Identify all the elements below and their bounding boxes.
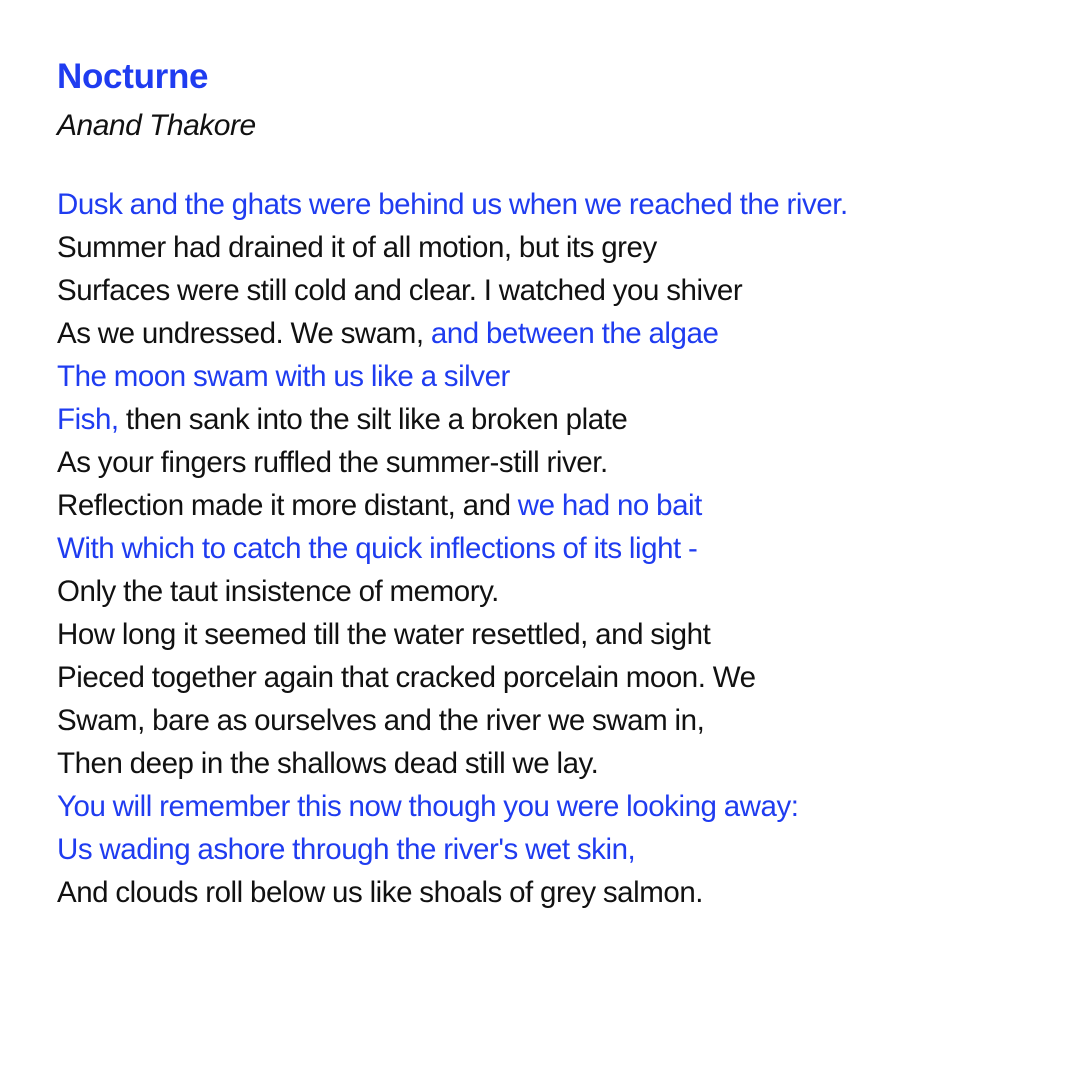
- highlighted-text: and between the algae: [430, 317, 719, 350]
- line-text: As your fingers ruffled the summer-still river.: [57, 446, 608, 479]
- poem-line: [57, 613, 1057, 656]
- poem-line: [57, 441, 1057, 484]
- line-text: How long it seemed till the water resettled, and sight: [57, 618, 711, 651]
- poem-line: [57, 269, 1057, 312]
- line-text: then sank into the silt like a broken plate: [118, 403, 628, 436]
- line-text: Only the taut insistence of memory.: [57, 575, 499, 608]
- poem-line: [57, 183, 1057, 226]
- line-text: Then deep in the shallows dead still we lay.: [57, 747, 599, 780]
- poem-line: [57, 656, 1057, 699]
- poem-line: [57, 527, 1057, 570]
- poem-line: [57, 871, 1057, 914]
- line-text: And clouds roll below us like shoals of grey salmon.: [57, 876, 704, 909]
- poem-line: [57, 484, 1057, 527]
- line-text: As we undressed. We swam,: [57, 317, 431, 350]
- line-text: Summer had drained it of all motion, but its grey: [57, 231, 657, 264]
- poem-line: [57, 570, 1057, 613]
- highlighted-text: With which to catch the quick inflections of its light -: [57, 532, 698, 565]
- poem-line: [57, 785, 1057, 828]
- poem-title: Nocturne: [57, 57, 209, 96]
- line-text: Reflection made it more distant, and: [57, 489, 518, 522]
- highlighted-text: Us wading ashore through the river's wet skin,: [57, 833, 636, 866]
- poem-line: [57, 742, 1057, 785]
- poem-body: [57, 183, 1057, 914]
- highlighted-text: we had no bait: [517, 489, 702, 522]
- line-text: Pieced together again that cracked porcelain moon. We: [57, 661, 756, 694]
- highlighted-text: Fish,: [57, 403, 119, 436]
- highlighted-text: Dusk and the ghats were behind us when we reached the river.: [57, 188, 848, 221]
- poem-line: [57, 355, 1057, 398]
- poem-line: [57, 699, 1057, 742]
- line-text: Swam, bare as ourselves and the river we swam in,: [57, 704, 705, 737]
- highlighted-text: The moon swam with us like a silver: [57, 360, 510, 393]
- line-text: Surfaces were still cold and clear. I watched you shiver: [57, 274, 743, 307]
- poem-author: Anand Thakore: [57, 109, 256, 142]
- poem-line: [57, 312, 1057, 355]
- poem-page: [57, 56, 1057, 914]
- poem-line: [57, 226, 1057, 269]
- poem-line: [57, 398, 1057, 441]
- highlighted-text: You will remember this now though you were looking away:: [57, 790, 799, 823]
- poem-line: [57, 828, 1057, 871]
